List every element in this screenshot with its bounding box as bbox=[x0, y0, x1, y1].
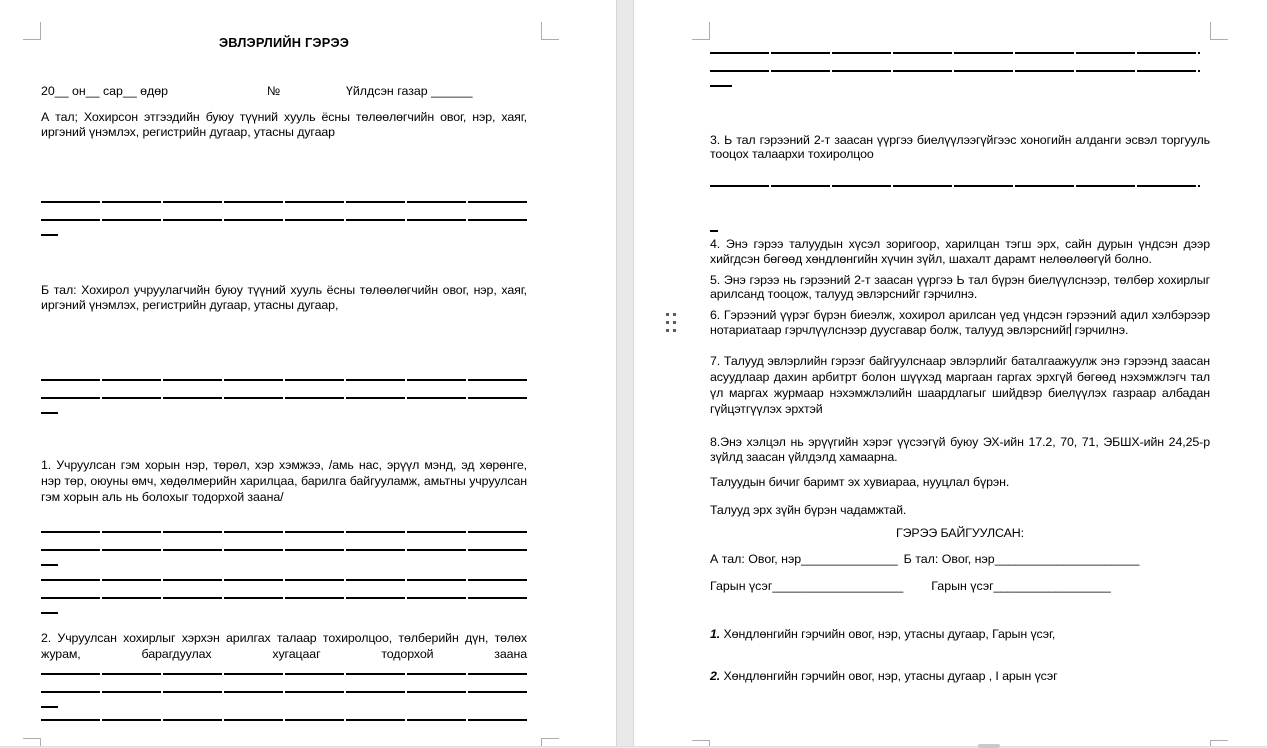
blank-fill-line bbox=[41, 579, 527, 581]
blank-fill-line bbox=[41, 379, 527, 381]
blank-fill-line bbox=[710, 52, 1200, 54]
date-line bbox=[41, 84, 527, 99]
party-b-signature-blank: Гарын үсэг_________________ bbox=[931, 579, 1111, 593]
date-blank-text: 20__ он__ сар__ өдөр bbox=[41, 84, 169, 98]
blank-fill-line bbox=[710, 70, 1200, 72]
page-1[interactable] bbox=[0, 0, 616, 748]
signature-name-row bbox=[710, 552, 1220, 567]
blank-fill-line-short bbox=[41, 612, 58, 614]
blank-fill-line-short bbox=[41, 564, 58, 566]
capacity-note: Талууд эрх зүйн бүрэн чадамжтай. bbox=[710, 503, 907, 517]
witness-2-text: Хөндлөнгийн гэрчийн овог, нэр, утасны дугаар , I арын үсэг bbox=[720, 669, 1058, 683]
blank-fill-line-short bbox=[41, 412, 58, 414]
margin-mark-top-left bbox=[692, 22, 710, 40]
documents-note: Талуудын бичиг баримт эх хувиараа, нууцлал бүрэн. bbox=[710, 475, 1010, 489]
text-cursor bbox=[1070, 323, 1071, 336]
margin-mark-top-right bbox=[1210, 22, 1228, 40]
place-blank-text: Үйлдсэн газар ______ bbox=[346, 84, 473, 98]
party-b-paragraph: Б тал: Хохирол учруулагчийн буюу түүний хууль ёсны төлөөлөгчийн овог, нэр, хаяг, иргэний үнэмлэх, регистрийн дугаар, утасны дугаар, bbox=[41, 283, 527, 312]
witness-1-text: Хөндлөнгийн гэрчийн овог, нэр, утасны дугаар, Гарын үсэг, bbox=[720, 627, 1056, 641]
number-sign: № bbox=[267, 84, 281, 98]
party-a-paragraph: А тал; Хохирсон этгээдийн буюу түүний хууль ёсны төлөөлөгчийн овог, нэр, хаяг, иргэний үнэмлэх, регистрийн дугаар, утасны дугаар bbox=[41, 110, 527, 139]
clause-6-paragraph bbox=[710, 308, 1210, 338]
clause-3-paragraph: 3. Ь тал гэрээний 2-т заасан үүргээ биелүүлээгүйгээс хоногийн алданги эсвэл торгууль тооцох талаархи тохиролцоо bbox=[710, 133, 1210, 161]
clause-6-text-before-cursor: 6. Гэрээний үүрэг бүрэн биеэлж, хохирол арилсан үед үндсэн гэрээний адил хэлбэрээр нотариатаар гэрчлүүлснээр дуусгавар болж, талууд эвлэрснийг bbox=[710, 308, 1210, 337]
clause-4-paragraph: 4. Энэ гэрээ талуудын хүсэл зоригоор, харилцан тэгш эрх, сайн дурын үндсэн дээр хийгдсэн бөгөөд хөндлөнгийн хүчин зүйл, шахалт дарамт нелөөлөөгүй болно. bbox=[710, 237, 1210, 266]
blank-fill-line bbox=[41, 219, 527, 221]
drag-handle-icon[interactable] bbox=[666, 313, 677, 337]
blank-fill-line bbox=[41, 201, 527, 203]
party-b-name-blank: Б тал: Овог, нэр_____________________ bbox=[903, 552, 1140, 566]
page-gap-divider bbox=[616, 0, 634, 748]
blank-fill-line-short bbox=[710, 85, 732, 87]
clause-1-paragraph: 1. Учруулсан гэм хорын нэр, төрөл, хэр хэмжээ, /амь нас, эрүүл мэнд, эд хөрөнге, нэр төр, оюуны өмч, хөдөлмерийн харилцаа, барилга байгууламж, амьтны учруулсан гэм хорын аль нь болохыг тодорхой заана/ bbox=[41, 458, 527, 504]
clause-8-paragraph: 8.Энэ хэлцэл нь эрүүгийн хэрэг үүсээгүй буюу ЭХ-ийн 17.2, 70, 71, ЭБШХ-ийн 24,25-р зүйлд заасан үйлдэлд хамаарна. bbox=[710, 435, 1210, 464]
witness-1-number: 1. bbox=[710, 627, 721, 641]
witness-2-number: 2. bbox=[710, 669, 721, 683]
clause-5-paragraph: 5. Энэ гэрээ нь гэрээний 2-т заасан үүргээ Ь тал бүрэн биелүүлснээр, төлбөр хохирлыг арилсанд тооцож, талууд эвлэрснийг гэрчилнэ. bbox=[710, 273, 1210, 301]
horizontal-scrollbar-nub[interactable] bbox=[978, 744, 1000, 748]
blank-fill-line-short bbox=[41, 706, 58, 708]
blank-fill-line bbox=[41, 673, 527, 675]
blank-fill-line bbox=[710, 185, 1200, 187]
blank-fill-line bbox=[41, 691, 527, 693]
document-title: ЭВЛЭРЛИЙН ГЭРЭЭ bbox=[218, 35, 350, 50]
clause-6-text-after-cursor: гэрчилнэ. bbox=[1074, 323, 1129, 337]
blank-fill-line bbox=[41, 549, 527, 551]
blank-fill-line bbox=[41, 597, 527, 599]
concluded-heading: ГЭРЭЭ БАЙГУУЛСАН: bbox=[896, 526, 1024, 540]
blank-fill-line bbox=[41, 719, 527, 721]
blank-fill-line bbox=[41, 531, 527, 533]
witness-1-line bbox=[710, 627, 1210, 642]
blank-fill-line-tiny bbox=[710, 230, 718, 232]
clause-2-paragraph: 2. Учруулсан хохирлыг хэрхэн арилгах талаар тохиролцоо, төлберийн дүн, төлөх журам, барагдуулах хугацааг тодорхой заана bbox=[41, 631, 527, 661]
party-a-name-blank: А тал: Овог, нэр______________ bbox=[710, 552, 898, 566]
signature-sign-row bbox=[710, 579, 1220, 594]
margin-mark-top-right bbox=[541, 22, 559, 40]
margin-mark-top-left bbox=[23, 22, 41, 40]
clause-7-paragraph: 7. Талууд эвлэрлийн гэрээг байгуулснаар эвлэрлийг баталгаажуулж энэ гэрээнд заасан асуудлаар дахин арбитрт болон шүүхэд маргаан гаргах эрхгүй бөгөөд нэхэмжлэгч тал үл маргах журмаар нэхэмжлэлийн шаардлагыг шийдвэр биелүүлэх газраар албадан гүйцэтгүүлэх эрхтэй bbox=[710, 354, 1210, 416]
party-a-signature-blank: Гарын үсэг___________________ bbox=[710, 579, 904, 593]
blank-fill-line bbox=[41, 397, 527, 399]
blank-fill-line-short bbox=[41, 234, 58, 236]
witness-2-line bbox=[710, 669, 1210, 684]
